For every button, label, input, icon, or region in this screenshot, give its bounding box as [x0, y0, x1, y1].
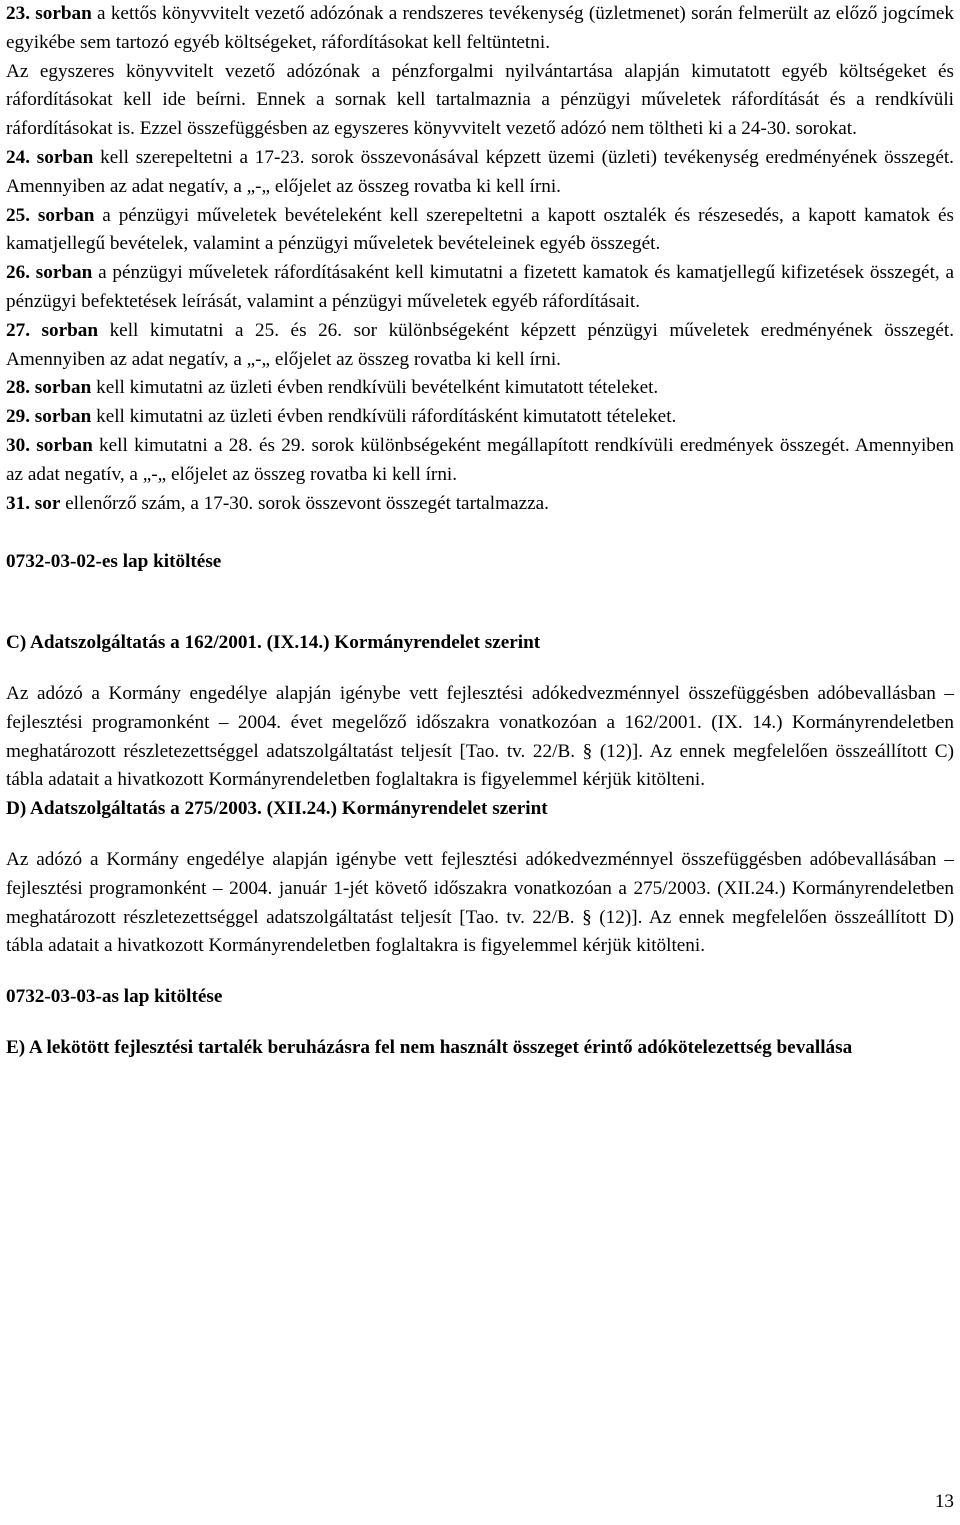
paragraph-c: Az adózó a Kormány engedélye alapján igénybe vett fejlesztési adókedvezménnyel összefüggésben adóbevallásban – fejlesztési programonként – 2004. évet megelőző időszakra vonatkozóan a 162/2001. (IX. 14.) Kormányrendeletben meghatározott részletezettséggel adatszolgáltatást teljesít [Tao. tv. 22/B. § (12)]. Az ennek megfelelően összeállított C) tábla adatait a hivatkozott Kormányrendeletben foglaltakra is figyelemmel kérjük kitölteni.: [6, 682, 954, 791]
row-number-31: 31. sor: [6, 492, 61, 514]
paragraph-row-30: [6, 432, 954, 490]
section-heading-0732-03-02: 0732-03-02-es lap kitöltése: [6, 551, 222, 573]
paragraph-row-23-simple-bookkeeping: Az egyszeres könyvvitelt vezető adózónak a pénzforgalmi nyilvántartása alapján kimutatott egyéb költségeket és ráfordításokat kell ide beírni. Ennek a sornak kell tartalmaznia a pénzügyi műveletek ráfordítását és a rendkívüli ráfordításokat is. Ezzel összefüggésben az egyszeres könyvvitelt vezető adózó nem töltheti ki a 24-30. sorokat.: [6, 60, 954, 140]
paragraph-text-28: kell kimutatni az üzleti évben rendkívüli bevételként kimutatott tételeket.: [91, 377, 659, 399]
spacer: [6, 961, 954, 983]
row-number-30: 30. sorban: [6, 434, 93, 456]
paragraph-row-25: [6, 202, 954, 260]
section-heading-0732-03-03: 0732-03-03-as lap kitöltése: [6, 986, 223, 1008]
spacer: [6, 518, 954, 548]
paragraph-row-29: [6, 403, 954, 432]
paragraph-text-29: kell kimutatni az üzleti évben rendkívüli ráfordításként kimutatott tételeket.: [91, 406, 677, 428]
paragraph-text-30: kell kimutatni a 28. és 29. sorok különbségeként megállapított rendkívüli eredmények összegét. Amennyiben az adat negatív, a „-„ előjelet az összeg rovatba ki kell írni.: [6, 434, 954, 485]
section-heading-c: C) Adatszolgáltatás a 162/2001. (IX.14.) Kormányrendelet szerint: [6, 632, 541, 654]
spacer: [6, 658, 954, 680]
paragraph-row-27: [6, 317, 954, 375]
row-number-23: 23. sorban: [6, 3, 92, 24]
page-number: 13: [934, 1491, 954, 1512]
row-number-27: 27. sorban: [6, 319, 99, 341]
row-number-29: 29. sorban: [6, 406, 92, 428]
row-number-25: 25. sorban: [6, 204, 95, 226]
paragraph-text-31: ellenőrző szám, a 17-30. sorok összevont összegét tartalmazza.: [60, 492, 549, 514]
row-number-24: 24. sorban: [6, 146, 94, 168]
paragraph-row-23: [6, 0, 954, 58]
paragraph-d: Az adózó a Kormány engedélye alapján igénybe vett fejlesztési adókedvezménnyel összefüggésben adóbevallásában – fejlesztési programonként – 2004. január 1-jét követő időszakra vonatkozóan a 275/2003. (XII.24.) Kormányrendeletben meghatározott részletezettséggel adatszolgáltatást teljesít [Tao. tv. 22/B. § (12)]. Az ennek megfelelően összeállított D) tábla adatait a hivatkozott Kormányrendeletben foglaltakra is figyelemmel kérjük kitölteni.: [6, 848, 954, 957]
paragraph-row-31: [6, 490, 954, 519]
section-heading-e: E) A lekötött fejlesztési tartalék beruházásra fel nem használt összeget érintő adókötelezettség bevallása: [6, 1036, 853, 1058]
paragraph-text-27: kell kimutatni a 25. és 26. sor különbségeként képzett pénzügyi műveletek eredményének összegét. Amennyiben az adat negatív, a „-„ előjelet az összeg rovatba ki kell írni.: [6, 319, 955, 370]
section-heading-d: D) Adatszolgáltatás a 275/2003. (XII.24.) Kormányrendelet szerint: [6, 798, 548, 820]
row-number-26: 26. sorban: [6, 262, 93, 284]
row-number-28: 28. sorban: [6, 377, 92, 399]
paragraph-row-26: [6, 259, 954, 317]
spacer: [6, 577, 954, 629]
paragraph-text-25: a pénzügyi műveletek bevételeként kell szerepeltetni a kapott osztalék és részesedés, a kapott kamatok és kamatjellegű bevételek, valamint a pénzügyi műveletek bevételeinek egyéb összegét.: [6, 204, 954, 255]
paragraph-text-26: a pénzügyi műveletek ráfordításaként kell kimutatni a fizetett kamatok és kamatjellegű kifizetések összegét, a pénzügyi befektetések leírását, valamint a pénzügyi műveletek egyéb ráfordításait.: [6, 262, 955, 312]
paragraph-row-24: [6, 144, 954, 202]
document-page: [6, 0, 954, 1063]
spacer: [6, 824, 954, 846]
spacer: [6, 1012, 954, 1034]
paragraph-row-28: [6, 374, 954, 403]
paragraph-text-24: kell szerepeltetni a 17-23. sorok összevonásával képzett üzemi (üzleti) tevékenység eredményének összegét. Amennyiben az adat negatív, a „-„ előjelet az összeg rovatba ki kell írni.: [6, 146, 954, 197]
paragraph-text-23: a kettős könyvvitelt vezető adózónak a rendszeres tevékenység (üzletmenet) során felmerült az előző jogcímek egyikébe sem tartozó egyéb költségeket, ráfordításokat kell feltüntetni.: [6, 3, 955, 53]
